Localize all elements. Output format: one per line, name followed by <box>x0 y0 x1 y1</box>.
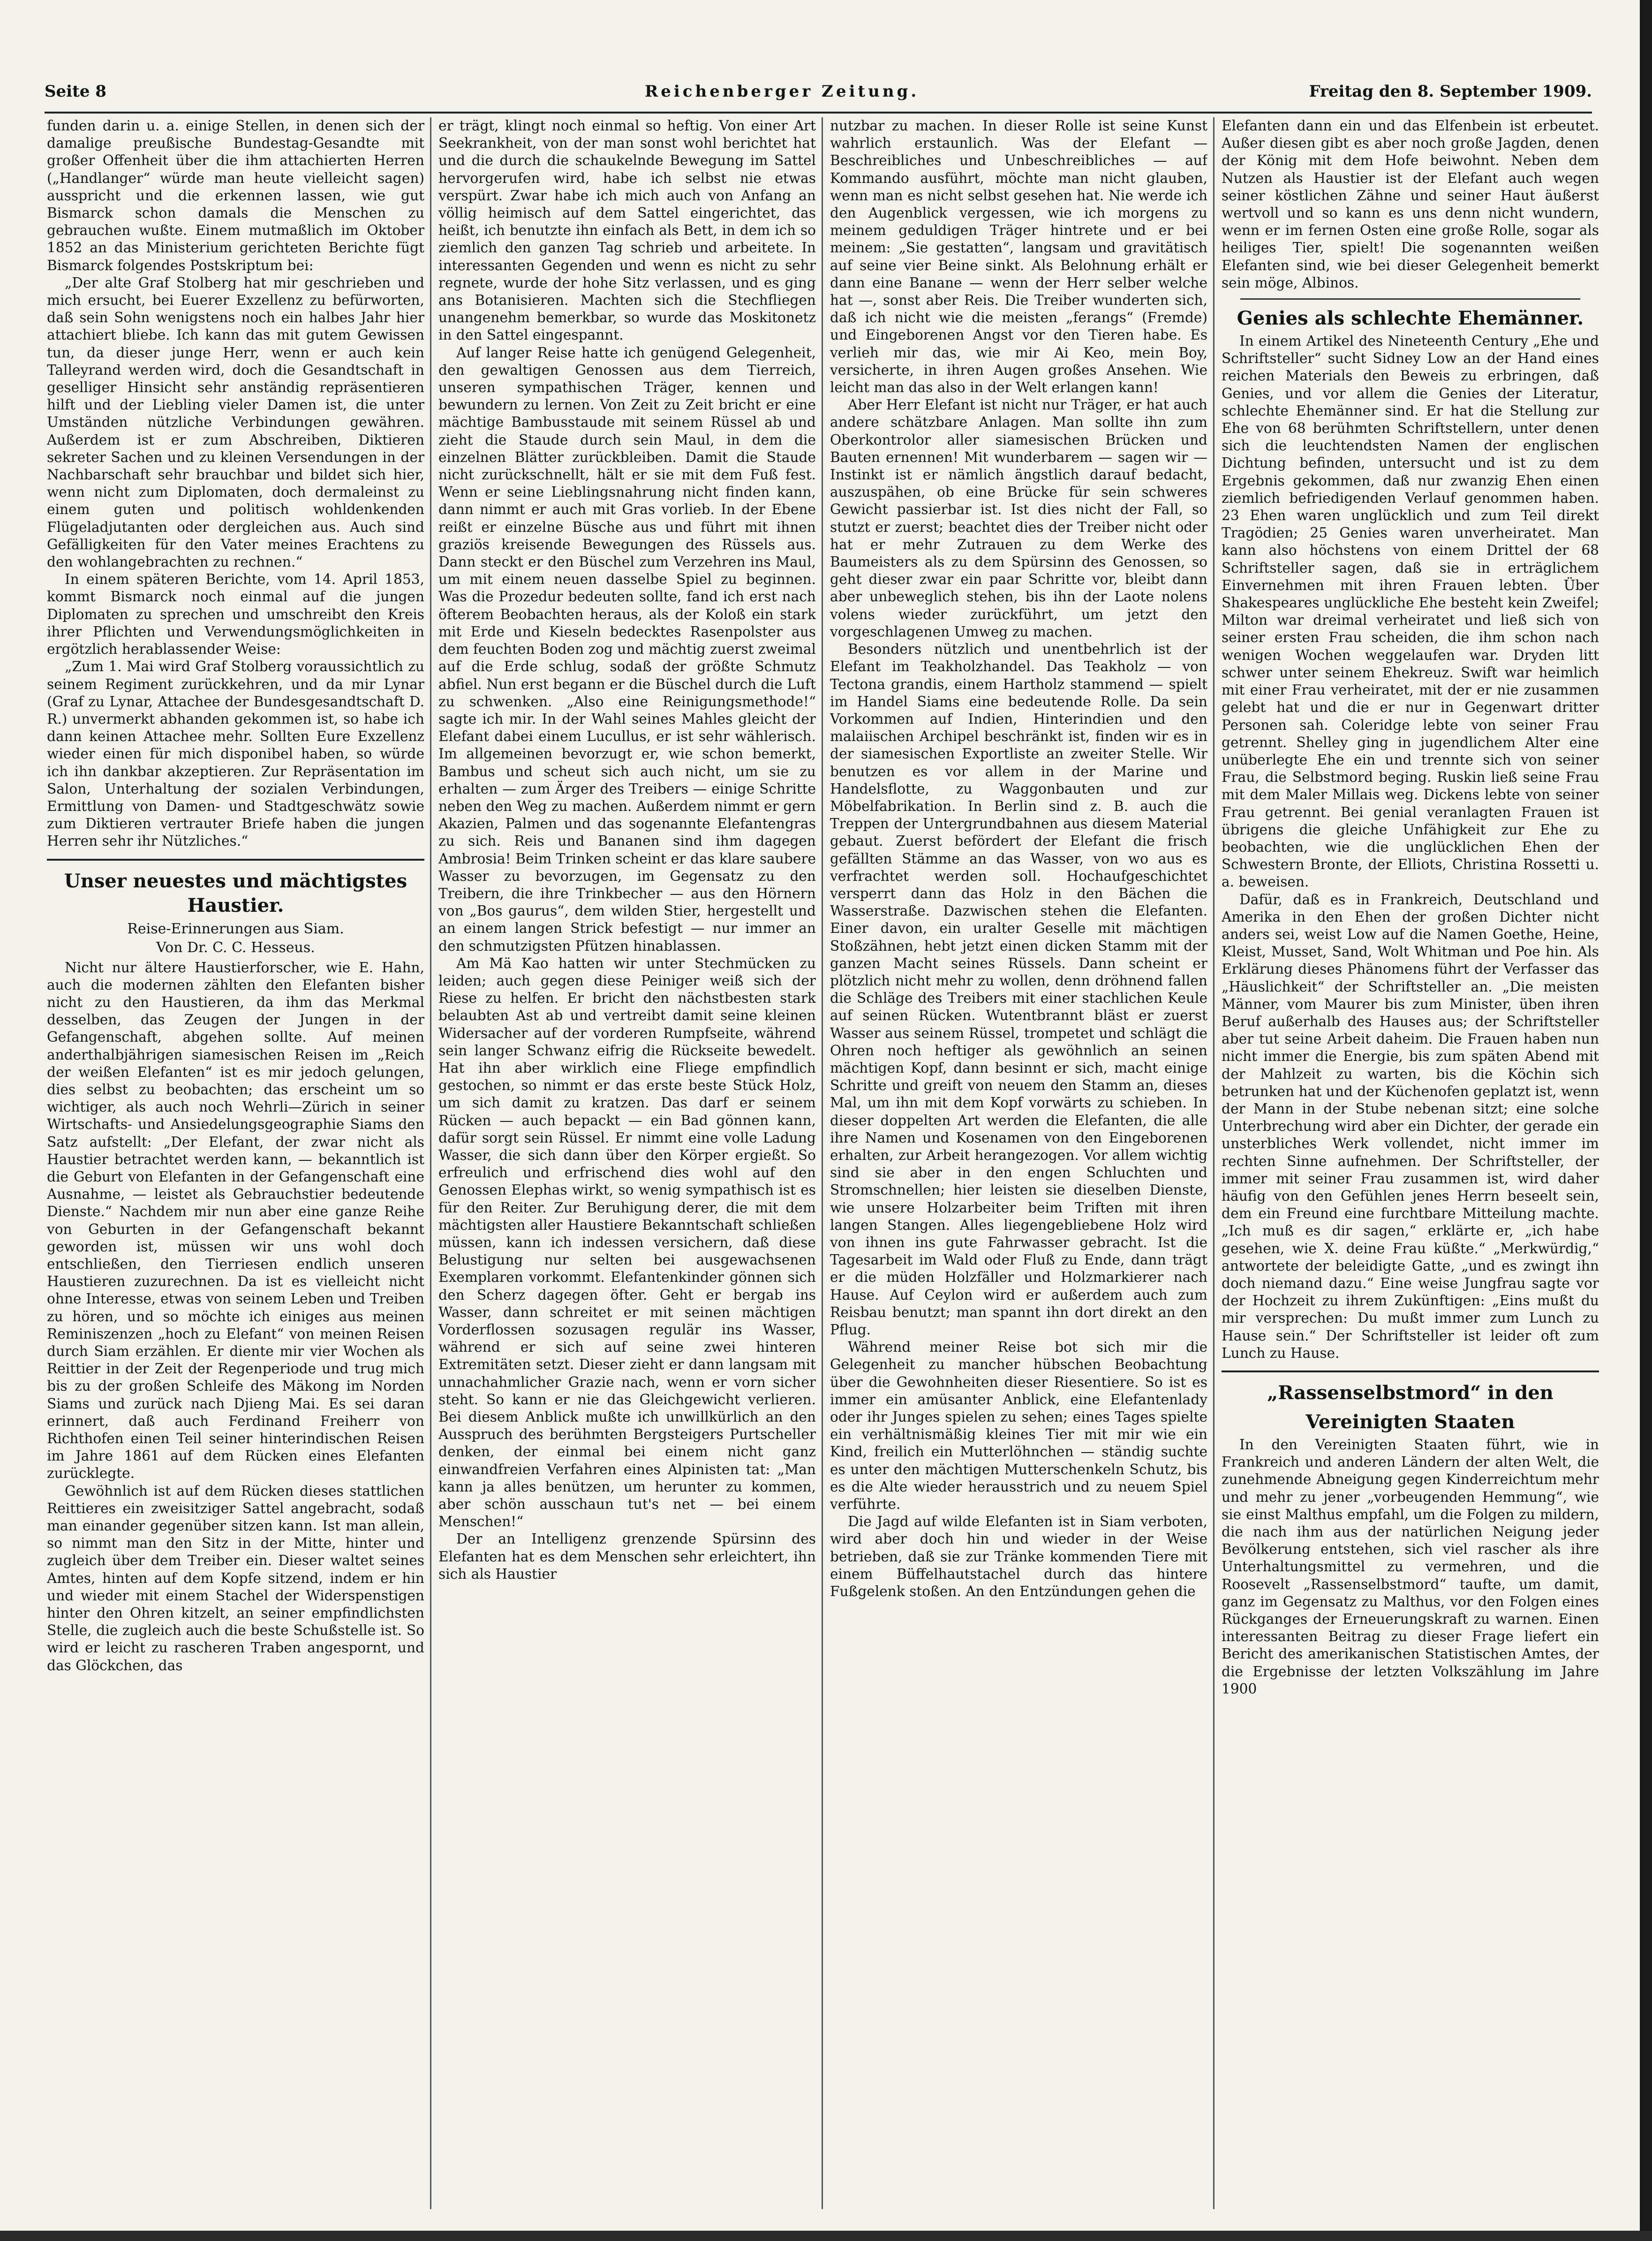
paragraph: Der an Intelligenz grenzende Spürsinn des Elefanten hat es dem Menschen sehr erleichtert, ihn sich als Haustier <box>438 1531 816 1582</box>
column-divider <box>1213 117 1214 2209</box>
column-1 <box>47 117 424 2209</box>
paragraph: Während meiner Reise bot sich mir die Gelegenheit zu mancher hübschen Beobachtung über die Gewohnheiten dieser Riesentiere. So ist es immer ein amüsanter Anblick, eine Elefantenlady oder ihr Junges spielen zu sehen; eines Tages spielte ein verhältnismäßig kleines Tier mit mir wie ein Kind, freilich ein Mutterlöhnchen — ständig suchte es unter den mächtigen Mutterschenkeln Schutz, bis es die Alte wieder herausstrich und zu neuem Spiel verführte. <box>830 1339 1207 1513</box>
page-number: Seite 8 <box>45 82 106 101</box>
article-headline: Vereinigten Staaten <box>1305 1411 1515 1433</box>
paragraph: In einem späteren Berichte, vom 14. April 1853, kommt Bismarck noch einmal auf die jungen Diplomaten zu sprechen und umschreibt den Kreis ihrer Pflichten und Verwendungsmöglichkeiten in ergötzlich herablassender Weise: <box>47 571 424 658</box>
paragraph: „Der alte Graf Stolberg hat mir geschrieben und mich ersucht, bei Euerer Exzellenz zu befürworten, daß sein Sohn wenigstens noch ein halbes Jahr hier attachiert bliebe. Ich kann das mit gutem Gewissen tun, da dieser junge Herr, wenn er auch kein Talleyrand werden wird, doch die Gesandtschaft in geselliger Hinsicht sehr anständig repräsentieren hilft und der Liebling vieler Damen ist, die unter Umständen nützliche Verbindungen gewähren. Außerdem ist er zum Abschreiben, Diktieren sekreter Sachen und zu kleinen Versendungen in der Nachbarschaft sehr brauchbar und bildet sich hier, wenn nicht zum Diplomaten, doch dermaleinst zu einem guten und politisch wohldenkenden Flügeladjutanten oder dergleichen aus. Auch sind Gefälligkeiten für den Vater meines Erachtens zu den wohlangebrachten zu rechnen.“ <box>47 274 424 570</box>
paragraph: Die Jagd auf wilde Elefanten ist in Siam verboten, wird aber doch hin und wieder in der Weise betrieben, daß sie zur Tränke kommenden Tiere mit einem Büffelhautstachel durch das hintere Fußgelenk stoßen. An den Entzündungen gehen die <box>830 1514 1207 1600</box>
paragraph: Aber Herr Elefant ist nicht nur Träger, er hat auch andere schätzbare Anlagen. Man sollte ihn zum Oberkontrolor aller siamesischen Brücken und Bauten ernennen! Mit wunderbarem — sagen wir — Instinkt ist er nämlich ängstlich darauf bedacht, auszuspähen, ob eine Brücke für sein schweres Gewicht passierbar ist. Ist dies nicht der Fall, so stutzt er zuerst; beachtet dies der Treiber nicht oder hat er mehr Zutrauen zu dem Werke des Baumeisters als zu dem Spürsinn des Genossen, so geht dieser zwar ein paar Schritte vor, bleibt dann aber unbeweglich stehen, bis ihn der Laote nolens volens wieder zurückführt, um jetzt den vorgeschlagenen Umweg zu machen. <box>830 397 1207 640</box>
paragraph: Gewöhnlich ist auf dem Rücken dieses stattlichen Reittieres ein zweisitziger Sattel angebracht, sodaß man einander gegenüber sitzen kann. Ist man allein, so nimmt man den Sitz in der Mitte, hinter und zugleich über dem Treiber ein. Dieser waltet seines Amtes, hinten auf dem Kopfe sitzend, indem er hin und wieder mit einem Stachel der Widerspenstigen hinter den Ohren kitzelt, an seiner empfindlichsten Stelle, die zugleich auch die beste Schußstelle ist. So wird er leicht zu rascheren Traben angespornt, und das Glöckchen, das <box>47 1483 424 1673</box>
paragraph: funden darin u. a. einige Stellen, in denen sich der damalige preußische Bundestag-Gesandte mit großer Offenheit über die ihm attachierten Herren („Handlanger“ würde man heute vielleicht sagen) ausspricht und die erkennen lassen, wie gut Bismarck schon damals die Menschen zu gebrauchen wußte. Einem mutmaßlich im Oktober 1852 an das Ministerium gerichteten Berichte fügt Bismarck folgendes Postskriptum bei: <box>47 118 424 273</box>
paragraph: „Zum 1. Mai wird Graf Stolberg voraussichtlich zu seinem Regiment zurückkehren, und da mir Lynar (Graf zu Lynar, Attachee der Bundesgesandtschaft D. R.) unvermerkt abhanden gekommen ist, so habe ich dann keinen Attachee mehr. Sollten Eure Exzellenz wieder einen für mich disponibel haben, so würde ich ihn dankbar akzeptieren. Zur Repräsentation im Salon, Unterhaltung der sozialen Verbindungen, Ermittlung von Damen- und Stadtgeschwätz sowie zum Diktieren vertrauter Briefe haben die jungen Herren sehr ihr Nützliches.“ <box>47 659 424 849</box>
article-divider <box>1222 1370 1599 1372</box>
paragraph: er trägt, klingt noch einmal so heftig. Von einer Art Seekrankheit, von der man sonst wohl berichtet hat und die durch die schaukelnde Bewegung im Sattel hervorgerufen wird, habe ich selbst nie etwas verspürt. Zwar habe ich mich auch von Anfang an völlig heimisch auf dem Sattel eingerichtet, das heißt, ich benutzte ihn einfach als Bett, in dem ich so ziemlich den ganzen Tag schrieb und arbeitete. In interessanten Gegenden und wenn es nicht zu sehr regnete, wurde der hohe Sitz verlassen, und es ging ans Botanisieren. Machten sich die Stechfliegen unangenehm bemerkbar, so wurde das Moskitonetz in den Sattel eingespannt. <box>438 118 816 343</box>
article-divider <box>47 859 424 861</box>
article-headline: Genies als schlechte Ehemänner. <box>1237 307 1584 330</box>
paragraph: nutzbar zu machen. In dieser Rolle ist seine Kunst wahrlich erstaunlich. Was der Elefant — Beschreibliches und Unbeschreibliches — auf Kommando ausführt, möchte man nicht glauben, wenn man es nicht selbst gesehen hat. Nie werde ich den Augenblick vergessen, wie ich morgens zu meinem geduldigen Träger hintrete und er bei meinem: „Sie gestatten“, langsam und gravitätisch auf seine vier Beine sinkt. Als Belohnung erhält er dann eine Banane — wenn der Herr selber welche hat —, sonst aber Reis. Die Treiber wunderten sich, daß ich nicht wie die meisten „ferangs“ (Fremde) und Eingeborenen Angst vor den Tieren habe. Es verlieh mir das, wie mir Ai Keo, mein Boy, versicherte, in ihren Augen großes Ansehen. Wie leicht man das also in der Welt erlangen kann! <box>830 118 1207 396</box>
article-headline: Unser neuestes und mächtigstes Haustier. <box>64 870 407 916</box>
paragraph: Am Mä Kao hatten wir unter Stechmücken zu leiden; auch gegen diese Peiniger weiß sich der Riese zu helfen. Er bricht den nächstbesten stark belaubten Ast ab und vertreibt damit seine kleinen Widersacher auf der vorderen Rumpfseite, während sein langer Schwanz eifrig die Rückseite bewedelt. Hat ihn aber wirklich eine Fliege empfindlich gestochen, so nimmt er das erste beste Stück Holz, um sich damit zu kratzen. Das darf er seinem Rücken — auch bepackt — ein Bad gönnen kann, dafür sorgt sein Rüssel. Er nimmt eine volle Ladung Wasser, die sich dann über den Körper ergießt. So erfreulich und erfrischend dies wohl auf den Genossen Elephas wirkt, so wenig sympathisch ist es für den Reiter. Zur Beruhigung derer, die mit dem mächtigsten aller Haustiere Bekanntschaft schließen müssen, kann ich indessen versichern, daß diese Belustigung nur selten bei ausgewachsenen Exemplaren vorkommt. Elefantenkinder gönnen sich den Scherz dagegen öfter. Geht er bergab ins Wasser, dann schreitet er mit seinen mächtigen Vorderflossen sozusagen regulär ins Wasser, während er sich auf seine zwei hinteren Extremitäten setzt. Dieser zieht er dann langsam mit unnachahmlicher Grazie nach, wenn er vorn sicher steht. So kann er nie das Gleichgewicht verlieren. Bei diesem Anblick mußte ich unwillkürlich an den Ausspruch des berühmten Bergsteigers Purtscheller denken, der einmal bei einem nicht ganz einwandfreien Verfahren eines Alpinisten tat: „Man kann ja alles benützen, um herunter zu kommen, aber schön ausschaun tut's net — bei einem Menschen!“ <box>438 955 816 1530</box>
issue-date: Freitag den 8. September 1909. <box>1309 82 1592 101</box>
paragraph: Auf langer Reise hatte ich genügend Gelegenheit, den gewaltigen Genossen aus dem Tierreich, unseren sympathischen Träger, kennen und bewundern zu lernen. Von Zeit zu Zeit bricht er eine mächtige Bambusstaude mit seinem Rüssel ab und zieht die Staude durch sein Maul, in dem die einzelnen Blätter zurückbleiben. Damit die Staude nicht zurückschnellt, hält er sie mit dem Fuß fest. Wenn er seine Lieblingsnahrung nicht finden kann, dann nimmt er auch mit Gras vorlieb. In der Ebene reißt er einzelne Büsche aus und führt mit ihnen graziös kreisende Bewegungen des Rüssels aus. Dann steckt er den Büschel zum Verzehren ins Maul, um mit einem neuen dasselbe Spiel zu beginnen. Was die Prozedur bedeuten sollte, fand ich erst nach öfterem Beobachten heraus, als der Koloß ein stark mit Erde und Kieseln bedecktes Rasenpolster aus dem feuchten Boden zog und mächtig zuerst zweimal auf die Erde schlug, sodaß der größte Schmutz abfiel. Nun erst begann er die Büschel durch die Luft zu schwenken. „Also eine Reinigungsmethode!“ sagte ich mir. In der Wahl seines Mahles gleicht der Elefant dabei einem Lucullus, er ist sehr wählerisch. Im allgemeinen bevorzugt er, wie schon bemerkt, Bambus und scheut sich auch nicht, um sie zu erhalten — zum Ärger des Treibers — einige Schritte neben den Weg zu machen. Außerdem nimmt er gern Akazien, Palmen und das sogenannte Elefantengras zu sich. Reis und Bananen sind ihm dagegen Ambrosia! Beim Trinken scheint er das klare saubere Wasser zu bevorzugen, im Gegensatz zu den Treibern, die ihre Trinkbecher — aus den Hörnern von „Bos gaurus“, dem wilden Stier, hergestellt und an einem langen Strick befestigt — nur immer an den schmutzigsten Pfützen hinablassen. <box>438 344 816 954</box>
paragraph: Elefanten dann ein und das Elfenbein ist erbeutet. Außer diesen gibt es aber noch große Jagden, denen der König mit dem Hofe beiwohnt. Neben dem Nutzen als Haustier ist der Elefant auch wegen seiner köstlichen Zähne und seiner Haut äußerst wertvoll und so kann es uns denn nicht wundern, wenn er im fernen Osten eine große Rolle, sogar als heiliges Tier, spielt! Die sogenannten weißen Elefanten sind, wie bei dieser Gelegenheit bemerkt sein möge, Albinos. <box>1222 118 1599 291</box>
article-divider <box>1240 298 1580 300</box>
paragraph: Besonders nützlich und unentbehrlich ist der Elefant im Teakholzhandel. Das Teakholz — von Tectona grandis, einem Hartholz stammend — spielt im Handel Siams eine bedeutende Rolle. Da sein Vorkommen auf Indien, Hinterindien und den malaiischen Archipel beschränkt ist, finden wir es in der siamesischen Exportliste an zweiter Stelle. Wir benutzen es vor allem in der Marine und Handelsflotte, zu Waggonbauten und zur Möbelfabrikation. In Berlin sind z. B. auch die Treppen der Untergrundbahnen aus diesem Material gebaut. Zuerst befördert der Elefant die frisch gefällten Stämme an das Wasser, von wo aus es verfrachtet werden soll. Hochaufgeschichtet versperrt dann das Holz in den Bächen die Wasserstraße. Dazwischen stehen die Elefanten. Einer davon, ein uralter Geselle mit mächtigen Stoßzähnen, hebt jetzt einen dicken Stamm mit der ganzen Macht seines Rüssels. Dann scheint er plötzlich nicht mehr zu wollen, denn dröhnend fallen die Schläge des Treibers mit einer stachlichen Keule auf seinen Rücken. Wutentbrannt bläst er zuerst Wasser aus seinem Rüssel, trompetet und schlägt die Ohren noch heftiger als gewöhnlich an seinen mächtigen Kopf, dann besinnt er sich, macht einige Schritte und greift von neuem den Stamm an, dieses Mal, um ihn mit dem Kopf vorwärts zu schieben. In dieser doppelten Art werden die Elefanten, die alle ihre Namen und Kosenamen von den Eingeborenen erhalten, zur Arbeit herangezogen. Vor allem wichtig sind sie aber in den engen Schluchten und Stromschnellen; hier leisten sie dieselben Dienste, wie unsere Holzarbeiter beim Triften mit ihren langen Stangen. Alles liegengebliebene Holz wird von ihnen ins gute Fahrwasser gebracht. Ist die Tagesarbeit im Wald oder Fluß zu Ende, dann trägt er die müden Holzfäller und Holzmarkierer nach Hause. Auf Ceylon wird er außerdem auch zum Reisbau benutzt; man spannt ihn dort direkt an den Pflug. <box>830 641 1207 1338</box>
scan-edge <box>0 2231 1652 2241</box>
paragraph: In einem Artikel des Nineteenth Century „Ehe und Schriftsteller“ sucht Sidney Low an der Hand eines reichen Materials den Beweis zu erbringen, daß Genies, und vor allem die Genies der Literatur, schlechte Ehemänner sind. Er hat die Stellung zur Ehe von 68 berühmten Schriftstellern, unter denen sich die leuchtendsten Namen der englischen Dichtung befinden, untersucht und ist zu dem Ergebnis gekommen, daß nur zwanzig Ehen einen ziemlich befriedigenden Verlauf genommen haben. 23 Ehen waren unglücklich und zum Teil direkt Tragödien; 25 Genies waren unverheiratet. Man kann also höchstens von einem Drittel der 68 Schriftsteller sagen, daß sie in erträglichem Einvernehmen mit ihren Frauen lebten. Über Shakespeares unglückliche Ehe besteht kein Zweifel; Milton war dreimal verheiratet und ließ sich von seiner ersten Frau scheiden, die ihm schon nach wenigen Wochen weggelaufen war. Dryden litt schwer unter seinem Ehekreuz. Swift war heimlich mit einer Frau verheiratet, mit der er nie zusammen gelebt hat und die er nur in Gegenwart dritter Personen sah. Coleridge lebte von seiner Frau getrennt. Shelley ging in jugendlichem Alter eine unüberlegte Ehe ein und trennte sich von seiner Frau, die Selbstmord beging. Ruskin ließ seine Frau mit dem Maler Millais weg. Dickens lebte von seiner Frau getrennt. Bei genial veranlagten Frauen ist übrigens die gleiche Unfähigkeit zur Ehe zu beobachten, wie die unglücklichen Ehen der Schwestern Bronte, der Elliots, Christina Rossetti u. a. beweisen. <box>1222 333 1599 890</box>
article-byline: Von Dr. C. C. Hesseus. <box>156 939 315 956</box>
newspaper-title: Reichenberger Zeitung. <box>645 82 920 101</box>
column-3 <box>830 117 1207 2209</box>
column-2 <box>438 117 816 2209</box>
article-headline: „Rassenselbstmord“ in den <box>1267 1382 1554 1404</box>
column-divider <box>430 117 431 2209</box>
column-divider <box>822 117 823 2209</box>
paragraph: Nicht nur ältere Haustierforscher, wie E. Hahn, auch die modernen zählten den Elefanten bisher nicht zu den Haustieren, da ihm das Merkmal desselben, das Zeugen der Jungen in der Gefangenschaft, abgehen sollte. Auf meinen anderthalbjährigen siamesischen Reisen im „Reich der weißen Elefanten“ ist es mir jedoch gelungen, dies selbst zu beobachten; das erscheint um so wichtiger, als auch noch Wehrli—Zürich in seiner Wirtschafts- und Ansiedelungsgeographie Siams den Satz aufstellt: „Der Elefant, der zwar nicht als Haustier betrachtet werden kann, — bekanntlich ist die Geburt von Elefanten in der Gefangenschaft eine Ausnahme, — leistet als Gebrauchstier bedeutende Dienste.“ Nachdem mir nun aber eine ganze Reihe von Geburten in der Gefangenschaft bekannt geworden ist, müssen wir uns wohl doch entschließen, den Tierriesen endlich unseren Haustieren zuzurechnen. Da ist es vielleicht nicht ohne Interesse, etwas von seinem Leben und Treiben zu hören, und so möchte ich einiges aus meinen Reminiszenzen „hoch zu Elefant“ von meinen Reisen durch Siam erzählen. Er diente mir vier Wochen als Reittier in der Zeit der Regenperiode und trug mich bis zu der großen Schleife des Mäkong im Norden Siams und zurück nach Djieng Mai. Es sei daran erinnert, daß auch Ferdinand Freiherr von Richthofen einen Teil seiner hinterindischen Reisen im Jahre 1861 auf dem Rücken eines Elefanten zurücklegte. <box>47 959 424 1482</box>
page-header <box>45 82 1592 106</box>
scan-edge <box>1640 0 1652 2241</box>
paragraph: Dafür, daß es in Frankreich, Deutschland und Amerika in den Ehen der großen Dichter nicht anders sei, weist Low auf die Namen Goethe, Heine, Kleist, Musset, Sand, Wolt Whitman und Poe hin. Als Erklärung dieses Phänomens führt der Verfasser das „Häuslichkeit“ der Schriftsteller an. „Die meisten Männer, vom Maurer bis zum Minister, üben ihren Beruf außerhalb des Hauses aus; der Schriftsteller aber tut seine Arbeit daheim. Die Frauen haben nun nicht immer die Energie, bis zum späten Abend mit der Mahlzeit zu warten, bis die Köchin sich betrunken hat und der Küchenofen geplatzt ist, wenn der Mann in der Stube nebenan sitzt; eine solche Unterbrechung wird aber ein Dichter, der gerade ein unsterbliches Werk vollendet, nicht immer im rechten Sinne aufnehmen. Der Schriftsteller, der immer mit seiner Frau zusammen ist, wird daher häufig von den Gefühlen jenes Herrn beseelt sein, dem ein Freund eine furchtbare Mitteilung machte. „Ich muß es dir sagen,“ erklärte er, „ich habe gesehen, wie X. deine Frau küßte.“ „Merkwürdig,“ antwortete der beleidigte Gatte, „und es zwingt ihn doch niemand dazu.“ Eine weise Jungfrau sagte vor der Hochzeit zu ihrem Zukünftigen: „Eins mußt du mir versprechen: Du mußt immer zum Lunch zu Hause sein.“ Der Schriftsteller ist leider oft zum Lunch zu Hause. <box>1222 891 1599 1361</box>
header-rule <box>45 112 1592 114</box>
column-4 <box>1222 117 1599 2209</box>
article-subtitle: Reise-Erinnerungen aus Siam. <box>127 920 344 937</box>
paragraph: In den Vereinigten Staaten führt, wie in Frankreich und anderen Ländern der alten Welt, die zunehmende Abneigung gegen Kinderreichtum mehr und mehr zu jener „vorbeugenden Hemmung“, wie sie einst Malthus empfahl, um die Folgen zu mildern, die nach ihm aus der natürlichen Neigung jeder Bevölkerung entstehen, sich viel rascher als ihre Unterhaltungsmittel zu vermehren, und die Roosevelt „Rassenselbstmord“ taufte, um damit, ganz im Gegensatz zu Malthus, vor den Folgen eines Rückganges der Erneuerungskraft zu warnen. Einen interessanten Beitrag zu dieser Frage liefert ein Bericht des amerikanischen Statistischen Amtes, der die Ergebnisse der letzten Volkszählung im Jahre 1900 <box>1222 1437 1599 1697</box>
